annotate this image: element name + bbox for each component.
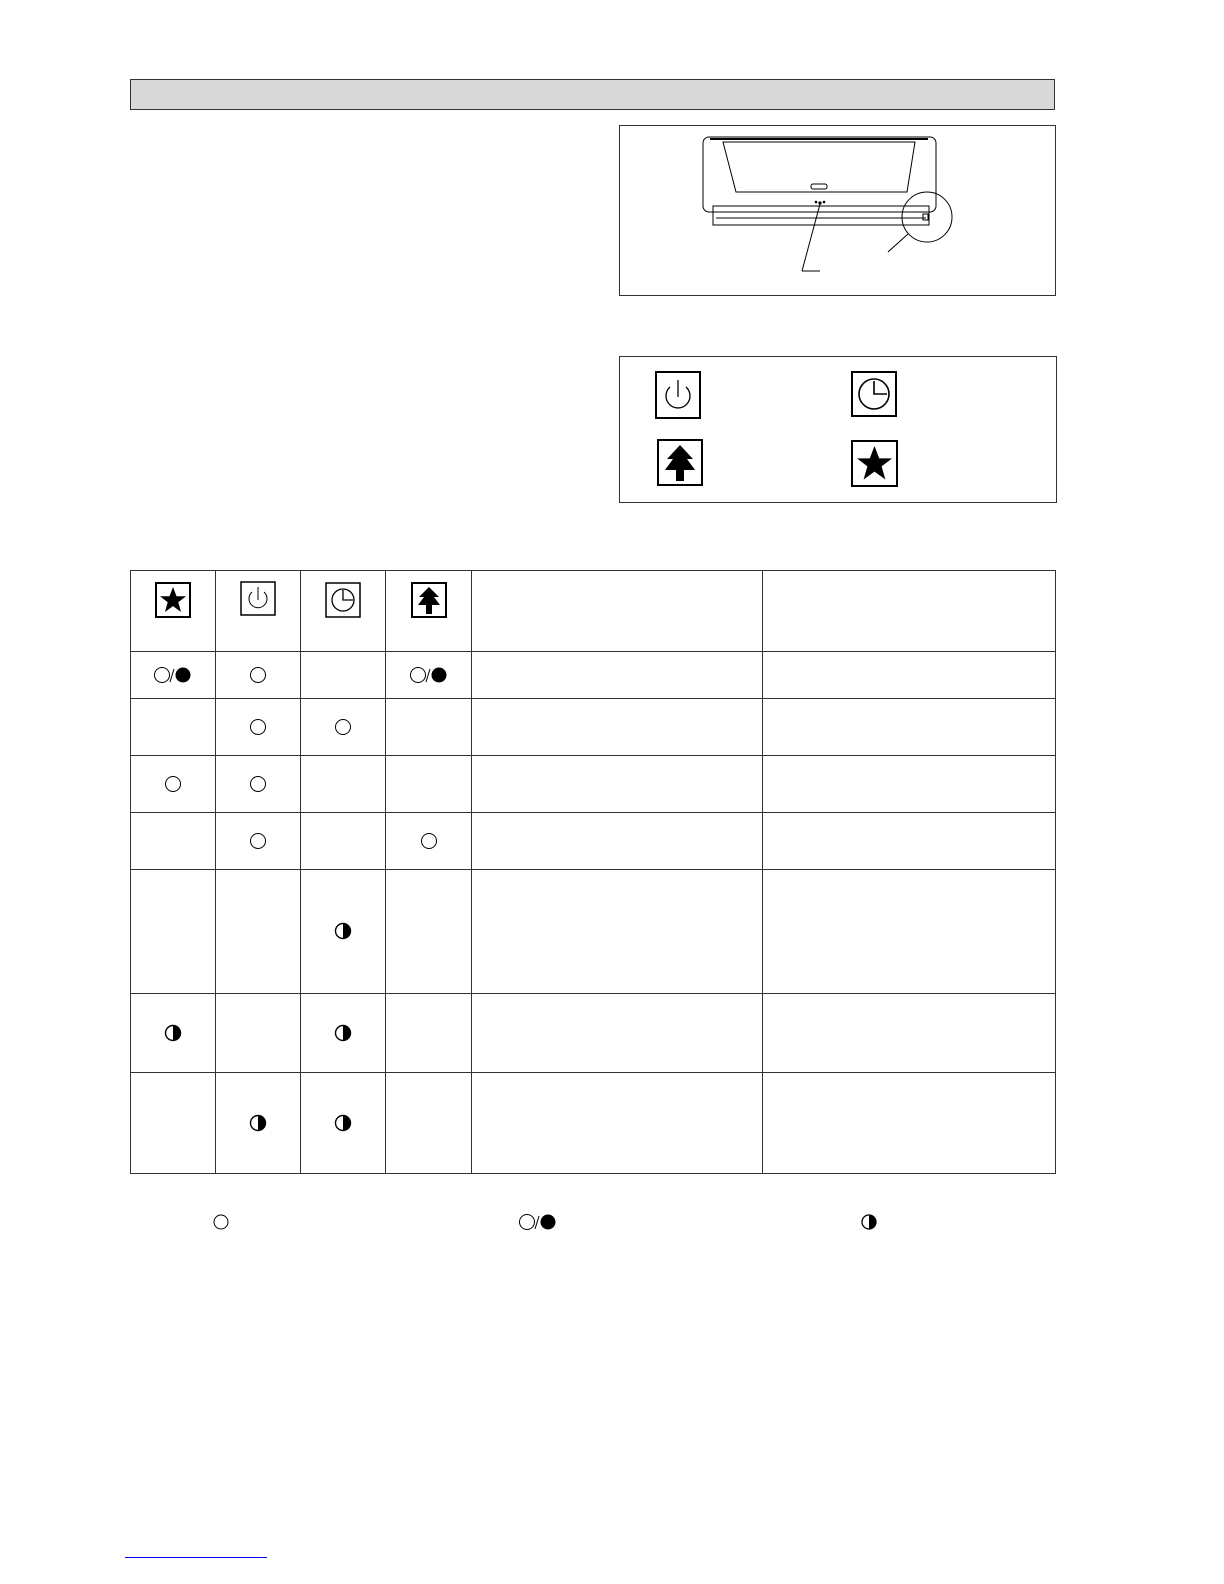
table-row [131,813,1056,870]
lamp-on-icon [249,666,267,684]
table-row [131,756,1056,813]
status-cell-power [216,756,301,813]
status-cell-star [131,652,216,699]
header-timer-cell [301,571,386,652]
lamp-on-off-icon [518,1213,558,1231]
detail-cell [763,870,1056,994]
detail-cell [763,1073,1056,1174]
tree-icon [411,582,447,618]
lamp-on-off-icon [409,666,449,684]
status-cell-tree [386,699,472,756]
lamp-on-icon [420,832,438,850]
header-power-cell [216,571,301,652]
lamp-on-icon [164,775,182,793]
status-cell-star [131,1073,216,1174]
timer-icon [325,582,361,618]
status-cell-tree [386,994,472,1073]
table-body [131,571,1056,1174]
lamp-blink-icon [164,1024,182,1042]
lamp-blink-icon [334,1114,352,1132]
status-cell-timer [301,699,386,756]
lamp-blink-icon [334,922,352,940]
status-cell-timer [301,870,386,994]
footer-link-underline[interactable] [125,1557,267,1558]
tree-indicator [657,439,703,491]
status-cell-tree [386,813,472,870]
table-header-row [131,571,1056,652]
header-star-cell [131,571,216,652]
legend-item-on-off [518,1213,558,1236]
condition-cell [472,652,763,699]
tree-icon [657,439,703,486]
legend-item-blink [861,1214,877,1235]
star-icon [851,440,898,487]
star-indicator [851,440,898,492]
status-cell-power [216,870,301,994]
table-row [131,652,1056,699]
lamp-blink-icon [334,1024,352,1042]
status-cell-timer [301,1073,386,1174]
status-cell-star [131,813,216,870]
indicator-icon-panel [619,356,1057,503]
indoor-unit-drawing [620,126,1057,297]
lamp-blink-icon [861,1214,877,1230]
status-cell-power [216,994,301,1073]
status-cell-power [216,652,301,699]
status-cell-timer [301,756,386,813]
detail-cell [763,994,1056,1073]
lamp-on-off-icon [153,666,193,684]
condition-cell [472,813,763,870]
status-cell-tree [386,756,472,813]
detail-cell [763,652,1056,699]
indoor-unit-figure [619,125,1056,296]
status-cell-star [131,994,216,1073]
header-detail-cell [763,571,1056,652]
condition-cell [472,756,763,813]
table-row [131,699,1056,756]
status-cell-star [131,870,216,994]
table-row [131,870,1056,994]
lamp-on-icon [213,1214,229,1230]
condition-cell [472,870,763,994]
star-icon [155,582,191,618]
lamp-blink-icon [249,1114,267,1132]
detail-cell [763,699,1056,756]
timer-icon [851,371,897,417]
status-cell-star [131,699,216,756]
condition-cell [472,699,763,756]
status-cell-tree [386,870,472,994]
section-header-bar [130,79,1055,110]
lamp-on-icon [249,775,267,793]
detail-cell [763,756,1056,813]
status-cell-tree [386,652,472,699]
status-cell-tree [386,1073,472,1174]
power-indicator [655,371,701,424]
status-cell-timer [301,994,386,1073]
table-row [131,1073,1056,1174]
status-cell-power [216,1073,301,1174]
lamp-on-icon [249,832,267,850]
detail-cell [763,813,1056,870]
lamp-on-icon [334,718,352,736]
table-row [131,994,1056,1073]
status-cell-timer [301,652,386,699]
condition-cell [472,1073,763,1174]
header-condition-cell [472,571,763,652]
status-cell-timer [301,813,386,870]
power-icon [655,371,701,419]
lamp-on-icon [249,718,267,736]
timer-indicator [851,371,897,422]
header-tree-cell [386,571,472,652]
power-icon [240,581,276,616]
condition-cell [472,994,763,1073]
status-cell-star [131,756,216,813]
indicator-status-table [130,570,1056,1174]
legend-item-on [213,1214,229,1235]
status-cell-power [216,813,301,870]
status-cell-power [216,699,301,756]
